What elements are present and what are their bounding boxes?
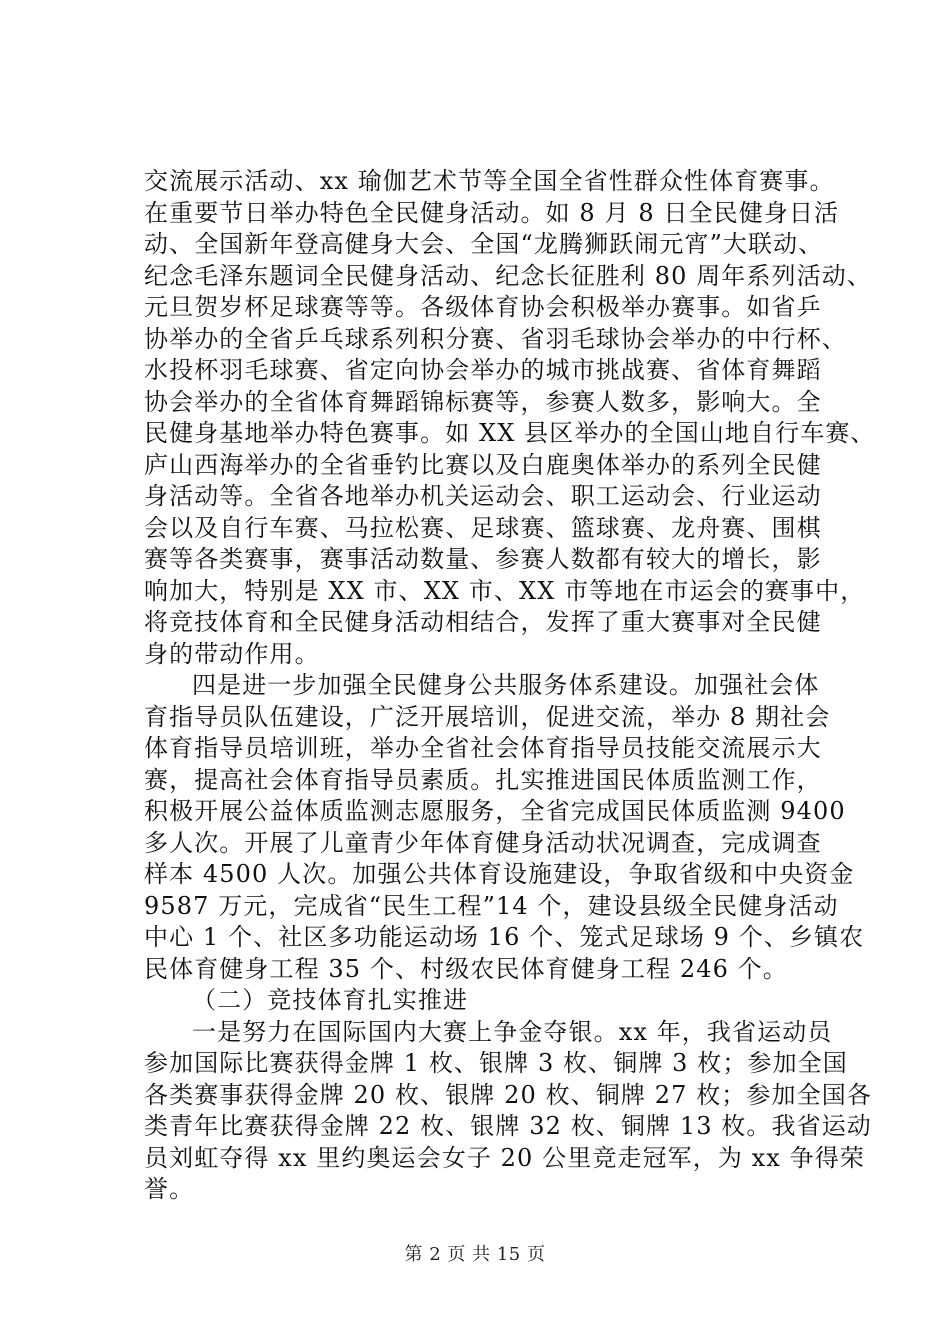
text-line: 民体育健身工程 35 个、村级农民体育健身工程 246 个。	[144, 954, 788, 983]
text-line: 誉。	[144, 1175, 195, 1203]
text-line: 体育指导员培训班，举办全省社会体育指导员技能交流展示大	[144, 734, 822, 762]
text-line: 在重要节日举办特色全民健身活动。如 8 月 8 日全民健身日活	[144, 198, 840, 227]
text-line: 积极开展公益体质监测志愿服务，全省完成国民体质监测 9400	[144, 797, 846, 825]
text-line: 9587 万元，完成省“民生工程”14 个，建设县级全民健身活动	[144, 891, 839, 920]
section-heading: （二）竞技体育扎实推进	[192, 986, 469, 1014]
text-line: 纪念毛泽东题词全民健身活动、纪念长征胜利 80 周年系列活动、	[144, 261, 872, 290]
text-line: 协会举办的全省体育舞蹈锦标赛等，参赛人数多，影响大。全	[144, 387, 822, 416]
paragraph-start-line: 四是进一步加强全民健身公共服务体系建设。加强社会体	[192, 671, 820, 699]
text-line: 会以及自行车赛、马拉松赛、足球赛、篮球赛、龙舟赛、围棋	[144, 513, 822, 542]
text-line: 各类赛事获得金牌 20 枚、银牌 20 枚、铜牌 27 枚；参加全国各	[144, 1080, 872, 1109]
text-line: 元旦贺岁杯足球赛等等。各级体育协会积极举办赛事。如省乒	[144, 293, 822, 321]
text-line: 身的带动作用。	[144, 639, 320, 668]
text-line: 赛，提高社会体育指导员素质。扎实推进国民体质监测工作，	[144, 765, 822, 794]
text-line: 将竞技体育和全民健身活动相结合，发挥了重大赛事对全民健	[144, 608, 822, 636]
text-line: 响加大，特别是 XX 市、XX 市、XX 市等地在市运会的赛事中，	[144, 576, 866, 605]
text-line: 育指导员队伍建设，广泛开展培训，促进交流，举办 8 期社会	[144, 702, 831, 731]
text-line: 身活动等。全省各地举办机关运动会、职工运动会、行业运动	[144, 482, 822, 510]
text-line: 赛等各类赛事，赛事活动数量、参赛人数都有较大的增长，影	[144, 545, 822, 573]
text-line: 类青年比赛获得金牌 22 枚、银牌 32 枚、铜牌 13 枚。我省运动	[144, 1112, 872, 1140]
text-line: 民健身基地举办特色赛事。如 XX 县区举办的全国山地自行车赛、	[144, 419, 876, 447]
document-body	[144, 166, 876, 1206]
text-line: 中心 1 个、社区多功能运动场 16 个、笼式足球场 9 个、乡镇农	[144, 923, 865, 951]
paragraph-start-line: 一是努力在国际国内大赛上争金夺银。xx 年，我省运动员	[192, 1017, 833, 1046]
text-line: 水投杯羽毛球赛、省定向协会举办的城市挑战赛、省体育舞蹈	[144, 356, 822, 384]
text-line: 参加国际比赛获得金牌 1 枚、银牌 3 枚、铜牌 3 枚；参加全国	[144, 1049, 848, 1077]
text-line: 样本 4500 人次。加强公共体育设施建设，争取省级和中央资金	[144, 860, 855, 888]
text-line: 员刘虹夺得 xx 里约奥运会女子 20 公里竞走冠军，为 xx 争得荣	[144, 1143, 865, 1172]
text-line: 动、全国新年登高健身大会、全国“龙腾狮跃闹元宵”大联动、	[144, 230, 824, 258]
text-line: 多人次。开展了儿童青少年体育健身活动状况调查，完成调查	[144, 828, 822, 857]
page-number-footer: 第 2 页 共 15 页	[404, 1244, 546, 1265]
text-line: 交流展示活动、xx 瑜伽艺术节等全国全省性群众性体育赛事。	[144, 167, 835, 195]
text-line: 协举办的全省乒乓球系列积分赛、省羽毛球协会举办的中行杯、	[144, 324, 847, 353]
text-line: 庐山西海举办的全省垂钓比赛以及白鹿奥体举办的系列全民健	[144, 450, 822, 479]
